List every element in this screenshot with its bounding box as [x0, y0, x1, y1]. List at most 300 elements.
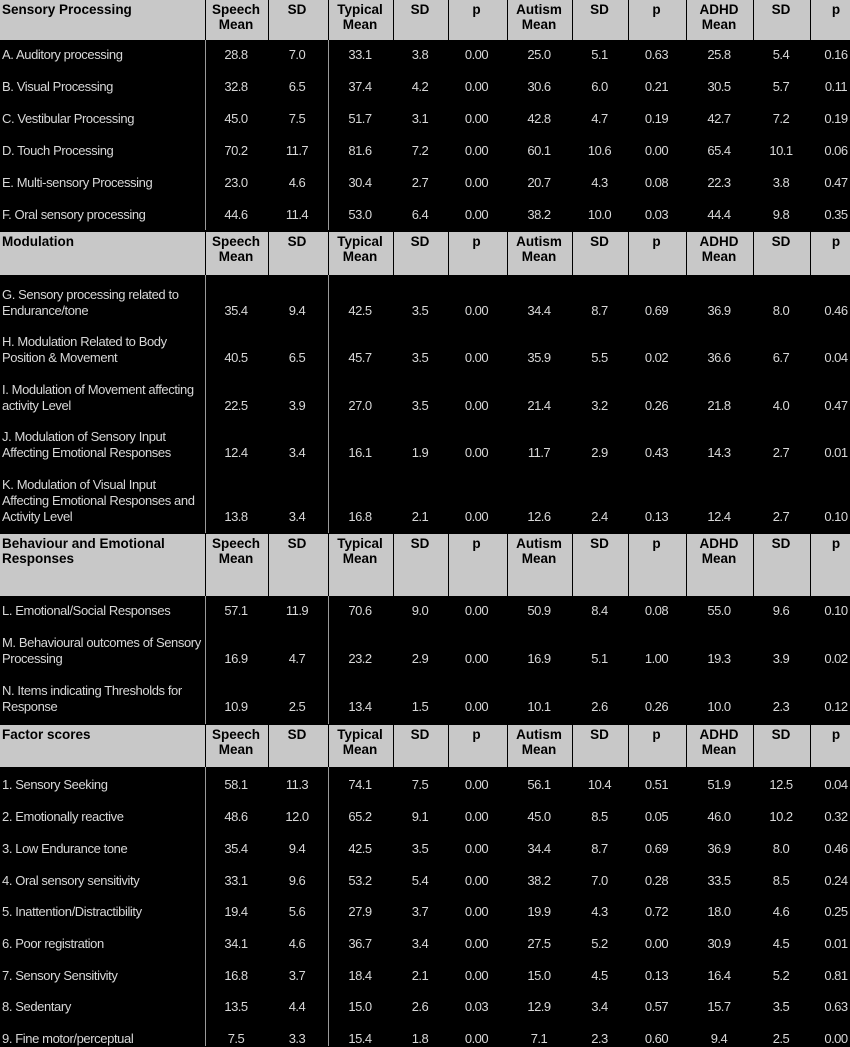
table-row: [0, 809, 850, 825]
table-cell: 70.2: [224, 143, 248, 158]
column-header: p: [831, 2, 841, 17]
table-cell: 9.4: [288, 303, 306, 318]
table-cell: 0.00: [464, 398, 489, 413]
column-divider: [810, 534, 811, 596]
table-cell: 51.7: [348, 111, 372, 126]
table-cell: 0.08: [644, 603, 669, 618]
table-cell: 6.4: [411, 207, 429, 222]
table-cell: 0.00: [464, 143, 489, 158]
column-divider: [268, 725, 269, 767]
table-cell: 16.8: [348, 509, 372, 524]
column-header: p: [472, 2, 481, 17]
table-cell: 18.0: [707, 904, 731, 919]
column-divider: [572, 534, 573, 596]
row-label: 5. Inattention/Distractibility: [2, 904, 142, 919]
column-header: p: [652, 536, 661, 551]
table-cell: 0.00: [824, 1031, 848, 1046]
column-header: Autism Mean: [516, 536, 562, 566]
row-label: J. Modulation of Sensory Input Affecting Emotional Responses: [2, 429, 171, 460]
table-cell: 0.00: [464, 777, 489, 792]
column-header: SD: [410, 234, 430, 249]
table-cell: 22.3: [707, 175, 731, 190]
table-cell: 4.6: [288, 936, 306, 951]
table-cell: 4.6: [288, 175, 306, 190]
column-header: p: [831, 234, 841, 249]
table-cell: 2.5: [288, 699, 306, 714]
table-row: [0, 936, 850, 952]
table-cell: 3.3: [288, 1031, 306, 1046]
row-label: 7. Sensory Sensitivity: [2, 968, 118, 983]
table-cell: 8.0: [772, 303, 790, 318]
row-label: A. Auditory processing: [2, 47, 123, 62]
column-divider: [628, 534, 629, 596]
table-cell: 27.5: [527, 936, 551, 951]
table-cell: 9.4: [288, 841, 306, 856]
table-cell: 3.5: [411, 303, 429, 318]
table-cell: 7.5: [288, 111, 306, 126]
table-cell: 0.00: [464, 936, 489, 951]
row-label: I. Modulation of Movement affecting activity Level: [2, 382, 194, 413]
table-cell: 0.08: [644, 175, 669, 190]
table-cell: 20.7: [527, 175, 551, 190]
section-body: [0, 40, 850, 230]
table-cell: 7.0: [288, 47, 306, 62]
table-cell: 0.43: [644, 445, 669, 460]
table-cell: 16.1: [348, 445, 372, 460]
column-header: p: [472, 536, 481, 551]
table-cell: 6.0: [591, 79, 608, 94]
table-cell: 3.5: [411, 350, 429, 365]
column-divider: [686, 534, 687, 596]
table-cell: 6.7: [772, 350, 790, 365]
table-cell: 35.4: [224, 841, 248, 856]
column-divider: [572, 725, 573, 767]
table-cell: 2.9: [411, 651, 429, 666]
table-cell: 0.00: [464, 303, 489, 318]
table-cell: 5.6: [288, 904, 306, 919]
table-cell: 0.04: [824, 777, 848, 792]
table-cell: 70.6: [348, 603, 372, 618]
row-label: L. Emotional/Social Responses: [2, 603, 171, 618]
table-cell: 4.5: [591, 968, 608, 983]
table-cell: 36.9: [707, 841, 731, 856]
row-label: 1. Sensory Seeking: [2, 777, 108, 792]
column-divider: [507, 232, 508, 275]
table-cell: 45.0: [224, 111, 248, 126]
table-cell: 2.5: [772, 1031, 790, 1046]
table-cell: 33.1: [224, 873, 248, 888]
table-cell: 0.11: [824, 79, 848, 94]
column-header: Speech Mean: [211, 234, 261, 264]
table-cell: 0.00: [464, 968, 489, 983]
column-divider: [328, 534, 329, 596]
table-cell: 19.9: [527, 904, 551, 919]
table-cell: 7.5: [227, 1031, 245, 1046]
column-header: SD: [410, 2, 430, 17]
column-divider: [628, 232, 629, 275]
table-cell: 27.9: [348, 904, 372, 919]
table-cell: 0.00: [644, 936, 669, 951]
table-cell: 44.4: [707, 207, 731, 222]
table-cell: 0.00: [464, 651, 489, 666]
column-divider: [205, 534, 206, 596]
row-label: 4. Oral sensory sensitivity: [2, 873, 140, 888]
column-header: ADHD Mean: [699, 234, 739, 264]
table-cell: 2.3: [591, 1031, 608, 1046]
table-cell: 0.00: [464, 47, 489, 62]
table-cell: 3.1: [411, 111, 429, 126]
table-cell: 0.00: [464, 1031, 489, 1046]
column-header: Autism Mean: [516, 2, 562, 32]
table-cell: 0.04: [824, 350, 848, 365]
table-cell: 65.2: [348, 809, 372, 824]
table-cell: 19.4: [224, 904, 248, 919]
table-row: [0, 143, 850, 159]
table-cell: 0.16: [824, 47, 848, 62]
table-cell: 5.4: [772, 47, 790, 62]
table-row: [0, 287, 850, 319]
column-header: ADHD Mean: [699, 727, 739, 757]
table-cell: 2.3: [772, 699, 790, 714]
column-divider: [448, 0, 449, 40]
table-cell: 18.4: [348, 968, 372, 983]
table-cell: 0.57: [644, 999, 669, 1014]
table-cell: 13.8: [224, 509, 248, 524]
column-divider: [686, 232, 687, 275]
table-cell: 0.63: [824, 999, 848, 1014]
table-cell: 25.0: [527, 47, 551, 62]
table-cell: 3.9: [772, 651, 790, 666]
table-cell: 0.00: [644, 143, 669, 158]
table-cell: 3.8: [411, 47, 429, 62]
table-cell: 36.7: [348, 936, 372, 951]
table-cell: 2.6: [411, 999, 429, 1014]
table-cell: 23.0: [224, 175, 248, 190]
column-divider: [628, 725, 629, 767]
column-header: SD: [590, 2, 609, 17]
section-header: [0, 725, 850, 767]
column-divider: [448, 232, 449, 275]
table-cell: 0.00: [464, 509, 489, 524]
table-cell: 5.1: [591, 651, 608, 666]
table-cell: 0.00: [464, 873, 489, 888]
column-divider: [686, 725, 687, 767]
table-cell: 21.4: [527, 398, 551, 413]
column-divider: [205, 725, 206, 767]
table-cell: 8.7: [591, 303, 608, 318]
table-cell: 15.7: [707, 999, 731, 1014]
table-cell: 16.8: [224, 968, 248, 983]
table-cell: 14.3: [707, 445, 731, 460]
row-label: M. Behavioural outcomes of Sensory Processing: [2, 635, 201, 666]
table-cell: 15.0: [527, 968, 551, 983]
table-cell: 0.00: [464, 111, 489, 126]
table-cell: 1.9: [411, 445, 429, 460]
table-cell: 0.28: [644, 873, 669, 888]
table-cell: 11.9: [285, 603, 309, 618]
table-cell: 33.5: [707, 873, 731, 888]
section-header: [0, 232, 850, 275]
table-cell: 1.8: [411, 1031, 429, 1046]
table-cell: 44.6: [224, 207, 248, 222]
table-cell: 0.02: [644, 350, 669, 365]
column-divider: [753, 725, 754, 767]
table-cell: 0.00: [464, 79, 489, 94]
table-cell: 3.5: [411, 398, 429, 413]
table-cell: 12.5: [769, 777, 793, 792]
table-cell: 36.9: [707, 303, 731, 318]
table-cell: 11.7: [527, 445, 551, 460]
column-header: p: [652, 234, 661, 249]
table-cell: 42.5: [348, 303, 372, 318]
row-label: E. Multi-sensory Processing: [2, 175, 153, 190]
table-cell: 0.21: [644, 79, 669, 94]
table-row: [0, 429, 850, 461]
table-cell: 9.1: [411, 809, 429, 824]
table-cell: 10.4: [587, 777, 612, 792]
table-cell: 42.8: [527, 111, 551, 126]
row-label: 3. Low Endurance tone: [2, 841, 128, 856]
table-row: [0, 683, 850, 715]
table-cell: 3.5: [772, 999, 790, 1014]
table-cell: 0.13: [644, 509, 669, 524]
table-row: [0, 841, 850, 857]
column-header: Typical Mean: [337, 536, 383, 566]
table-cell: 10.1: [769, 143, 793, 158]
column-divider: [507, 534, 508, 596]
table-cell: 1.5: [411, 699, 429, 714]
table-row: [0, 635, 850, 667]
section-header: [0, 0, 850, 40]
table-cell: 36.6: [707, 350, 731, 365]
column-header: Typical Mean: [337, 234, 383, 264]
table-cell: 21.8: [707, 398, 731, 413]
table-cell: 4.5: [772, 936, 790, 951]
table-cell: 0.47: [824, 398, 848, 413]
table-cell: 0.00: [464, 445, 489, 460]
table-cell: 9.6: [772, 603, 790, 618]
table-cell: 10.6: [587, 143, 612, 158]
table-row: [0, 873, 850, 889]
table-cell: 4.4: [288, 999, 306, 1014]
table-cell: 0.01: [824, 445, 848, 460]
table-cell: 34.1: [224, 936, 248, 951]
table-cell: 16.9: [224, 651, 248, 666]
row-label: H. Modulation Related to Body Position & Movement: [2, 334, 167, 365]
table-cell: 12.9: [527, 999, 551, 1014]
table-cell: 3.5: [411, 841, 429, 856]
table-cell: 9.8: [772, 207, 790, 222]
column-divider: [810, 232, 811, 275]
table-row: [0, 603, 850, 619]
row-label: 8. Sedentary: [2, 999, 71, 1014]
row-label: D. Touch Processing: [2, 143, 114, 158]
table-cell: 3.4: [591, 999, 608, 1014]
table-cell: 48.6: [224, 809, 248, 824]
table-cell: 16.9: [527, 651, 551, 666]
table-cell: 28.8: [224, 47, 248, 62]
table-cell: 16.4: [707, 968, 731, 983]
column-header: SD: [771, 536, 791, 551]
column-header: SD: [287, 727, 307, 742]
table-cell: 25.8: [707, 47, 731, 62]
section-title: Factor scores: [2, 727, 91, 742]
table-cell: 0.47: [824, 175, 848, 190]
table-row: [0, 904, 850, 920]
row-label: G. Sensory processing related to Endurance/tone: [2, 287, 179, 318]
column-header: p: [472, 234, 481, 249]
table-cell: 53.2: [348, 873, 372, 888]
column-divider: [268, 534, 269, 596]
table-cell: 19.3: [707, 651, 731, 666]
table-cell: 60.1: [527, 143, 551, 158]
table-cell: 0.00: [464, 350, 489, 365]
table-cell: 0.06: [824, 143, 848, 158]
table-cell: 2.9: [591, 445, 608, 460]
table-cell: 37.4: [348, 79, 372, 94]
table-cell: 7.5: [411, 777, 429, 792]
table-cell: 53.0: [348, 207, 372, 222]
column-divider: [393, 534, 394, 596]
table-cell: 0.00: [464, 841, 489, 856]
table-cell: 7.2: [772, 111, 790, 126]
table-cell: 2.6: [591, 699, 608, 714]
column-header: p: [831, 536, 841, 551]
table-cell: 3.9: [288, 398, 306, 413]
table-cell: 13.4: [348, 699, 372, 714]
row-label: B. Visual Processing: [2, 79, 113, 94]
table-cell: 8.7: [591, 841, 608, 856]
table-cell: 34.4: [527, 841, 551, 856]
table-row: [0, 207, 850, 223]
table-cell: 33.1: [348, 47, 372, 62]
column-divider: [753, 534, 754, 596]
column-divider: [268, 0, 269, 40]
column-divider: [393, 725, 394, 767]
table-cell: 0.13: [644, 968, 669, 983]
table-cell: 15.0: [348, 999, 372, 1014]
column-header: SD: [287, 234, 307, 249]
table-cell: 0.81: [824, 968, 848, 983]
column-header: SD: [410, 536, 430, 551]
table-cell: 0.19: [644, 111, 669, 126]
table-cell: 42.7: [707, 111, 731, 126]
table-cell: 27.0: [348, 398, 372, 413]
table-cell: 0.63: [644, 47, 669, 62]
column-header: p: [652, 727, 661, 742]
table-cell: 32.8: [224, 79, 248, 94]
column-header: Speech Mean: [211, 2, 261, 32]
table-cell: 0.46: [824, 841, 848, 856]
table-cell: 0.01: [824, 936, 848, 951]
table-cell: 10.0: [587, 207, 612, 222]
column-header: SD: [590, 727, 609, 742]
table-row: [0, 477, 850, 525]
column-divider: [686, 0, 687, 40]
column-divider: [507, 0, 508, 40]
table-row: [0, 47, 850, 63]
table-row: [0, 334, 850, 366]
table-cell: 38.2: [527, 207, 551, 222]
column-header: SD: [287, 536, 307, 551]
table-cell: 34.4: [527, 303, 551, 318]
column-header: p: [652, 2, 661, 17]
table-cell: 15.4: [348, 1031, 372, 1046]
table-cell: 0.32: [824, 809, 848, 824]
table-cell: 65.4: [707, 143, 731, 158]
table-cell: 5.7: [772, 79, 790, 94]
column-divider: [572, 232, 573, 275]
table-cell: 0.25: [824, 904, 848, 919]
table-cell: 81.6: [348, 143, 372, 158]
table-cell: 8.5: [591, 809, 608, 824]
table-cell: 12.4: [224, 445, 248, 460]
column-header: Typical Mean: [337, 727, 383, 757]
column-divider: [448, 534, 449, 596]
table-cell: 10.2: [769, 809, 793, 824]
table-cell: 30.4: [348, 175, 372, 190]
row-label: N. Items indicating Thresholds for Response: [2, 683, 182, 714]
row-label: K. Modulation of Visual Input Affecting Emotional Responses and Activity Level: [2, 477, 195, 524]
table-cell: 0.35: [824, 207, 848, 222]
table-cell: 3.4: [288, 509, 306, 524]
table-cell: 10.1: [527, 699, 551, 714]
table-cell: 12.0: [285, 809, 309, 824]
column-header: SD: [590, 536, 609, 551]
table-cell: 12.6: [527, 509, 551, 524]
table-cell: 0.46: [824, 303, 848, 318]
table-cell: 4.3: [591, 175, 608, 190]
column-header: SD: [590, 234, 609, 249]
table-cell: 4.2: [411, 79, 429, 94]
column-divider: [572, 0, 573, 40]
column-header: Autism Mean: [516, 234, 562, 264]
table-cell: 2.7: [772, 509, 790, 524]
column-divider: [448, 725, 449, 767]
table-cell: 35.4: [224, 303, 248, 318]
table-cell: 45.7: [348, 350, 372, 365]
table-cell: 5.4: [411, 873, 429, 888]
table-cell: 3.2: [591, 398, 608, 413]
table-cell: 57.1: [224, 603, 248, 618]
table-cell: 4.7: [591, 111, 608, 126]
table-cell: 0.00: [464, 904, 489, 919]
table-cell: 0.72: [644, 904, 669, 919]
table-cell: 3.4: [288, 445, 306, 460]
table-cell: 10.0: [707, 699, 731, 714]
column-divider: [393, 232, 394, 275]
table-cell: 6.5: [288, 350, 306, 365]
table-cell: 4.3: [591, 904, 608, 919]
table-cell: 0.69: [644, 303, 669, 318]
table-cell: 58.1: [224, 777, 248, 792]
table-cell: 30.5: [707, 79, 731, 94]
table-cell: 56.1: [527, 777, 551, 792]
table-cell: 40.5: [224, 350, 248, 365]
section-title: Behaviour and Emotional Responses: [2, 536, 165, 566]
column-divider: [753, 232, 754, 275]
table-cell: 5.2: [591, 936, 608, 951]
table-cell: 4.7: [288, 651, 306, 666]
table-cell: 22.5: [224, 398, 248, 413]
table-cell: 9.0: [411, 603, 429, 618]
table-cell: 0.03: [464, 999, 489, 1014]
table-row: [0, 999, 850, 1015]
column-header: Speech Mean: [211, 727, 261, 757]
row-label: 2. Emotionally reactive: [2, 809, 124, 824]
table-cell: 0.60: [644, 1031, 669, 1046]
table-cell: 38.2: [527, 873, 551, 888]
